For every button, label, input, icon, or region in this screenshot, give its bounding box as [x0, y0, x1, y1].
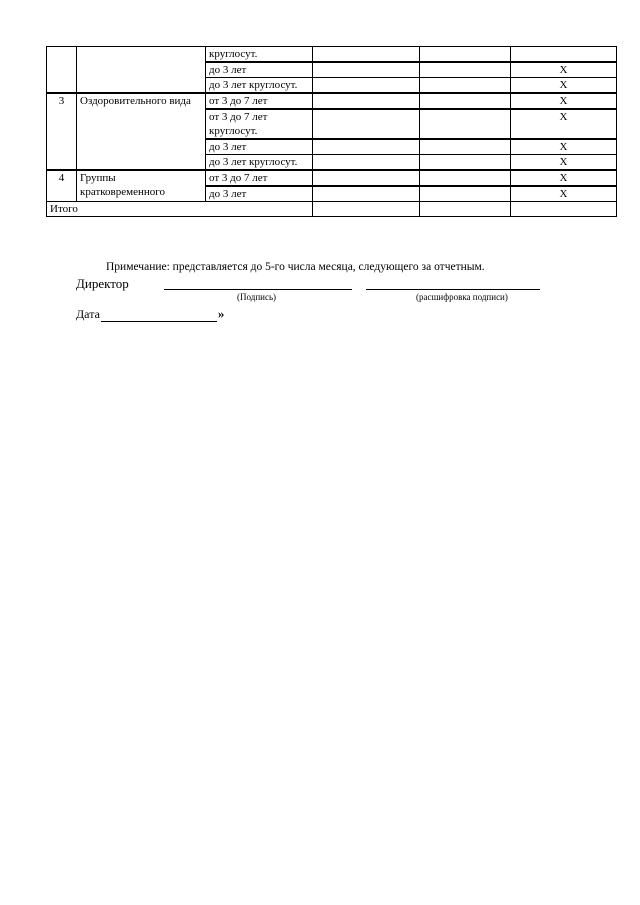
date-quote: » — [217, 306, 225, 321]
total-value-cell — [420, 202, 511, 217]
director-label: Директор — [76, 276, 129, 291]
age-cell: от 3 до 7 лет — [206, 170, 313, 186]
signature-caption: (Подпись) — [237, 292, 277, 302]
age-cell: от 3 до 7 лет круглосут. — [206, 109, 313, 139]
value-cell — [420, 109, 511, 139]
value-cell — [420, 139, 511, 155]
value-cell — [420, 155, 511, 171]
value-cell — [420, 47, 511, 63]
value-cell — [313, 109, 420, 139]
value-cell: X — [511, 170, 617, 186]
age-cell: от 3 до 7 лет — [206, 93, 313, 109]
table-row — [47, 47, 617, 63]
value-cell: X — [511, 186, 617, 202]
value-cell — [420, 186, 511, 202]
value-cell — [420, 170, 511, 186]
table-row — [47, 170, 617, 186]
row-number-cell: 4 — [47, 170, 77, 202]
age-cell: до 3 лет круглосут. — [206, 78, 313, 94]
value-cell: X — [511, 139, 617, 155]
decode-caption: (расшифровка подписи) — [416, 292, 508, 302]
group-type-cell: Группы кратковременного — [77, 170, 206, 202]
age-cell: до 3 лет — [206, 62, 313, 78]
value-cell: X — [511, 109, 617, 139]
value-cell — [420, 62, 511, 78]
value-cell — [313, 47, 420, 63]
value-cell — [313, 155, 420, 171]
total-value-cell — [511, 202, 617, 217]
value-cell — [313, 139, 420, 155]
value-cell: X — [511, 78, 617, 94]
date-line — [101, 309, 217, 322]
value-cell: X — [511, 62, 617, 78]
row-number-cell — [47, 47, 77, 94]
total-row — [47, 202, 617, 217]
age-cell: до 3 лет — [206, 186, 313, 202]
age-cell: до 3 лет круглосут. — [206, 155, 313, 171]
value-cell: X — [511, 155, 617, 171]
age-cell: круглосут. — [206, 47, 313, 63]
total-value-cell — [313, 202, 420, 217]
age-cell: до 3 лет — [206, 139, 313, 155]
value-cell — [420, 78, 511, 94]
date-row — [76, 306, 224, 322]
value-cell — [313, 78, 420, 94]
group-type-cell — [77, 47, 206, 94]
signature-line — [164, 289, 352, 290]
footnote: Примечание: представляется до 5-го числа месяца, следующего за отчетным. — [106, 261, 485, 273]
value-cell — [420, 93, 511, 109]
signature-decode-line — [366, 289, 540, 290]
value-cell — [313, 62, 420, 78]
value-cell — [313, 186, 420, 202]
table-row — [47, 93, 617, 109]
value-cell — [313, 170, 420, 186]
row-number-cell: 3 — [47, 93, 77, 170]
total-label: Итого — [47, 202, 313, 217]
value-cell: X — [511, 93, 617, 109]
date-label: Дата — [76, 307, 100, 321]
group-type-cell: Оздоровительного вида — [77, 93, 206, 170]
value-cell — [313, 93, 420, 109]
report-table — [46, 46, 617, 217]
value-cell — [511, 47, 617, 63]
